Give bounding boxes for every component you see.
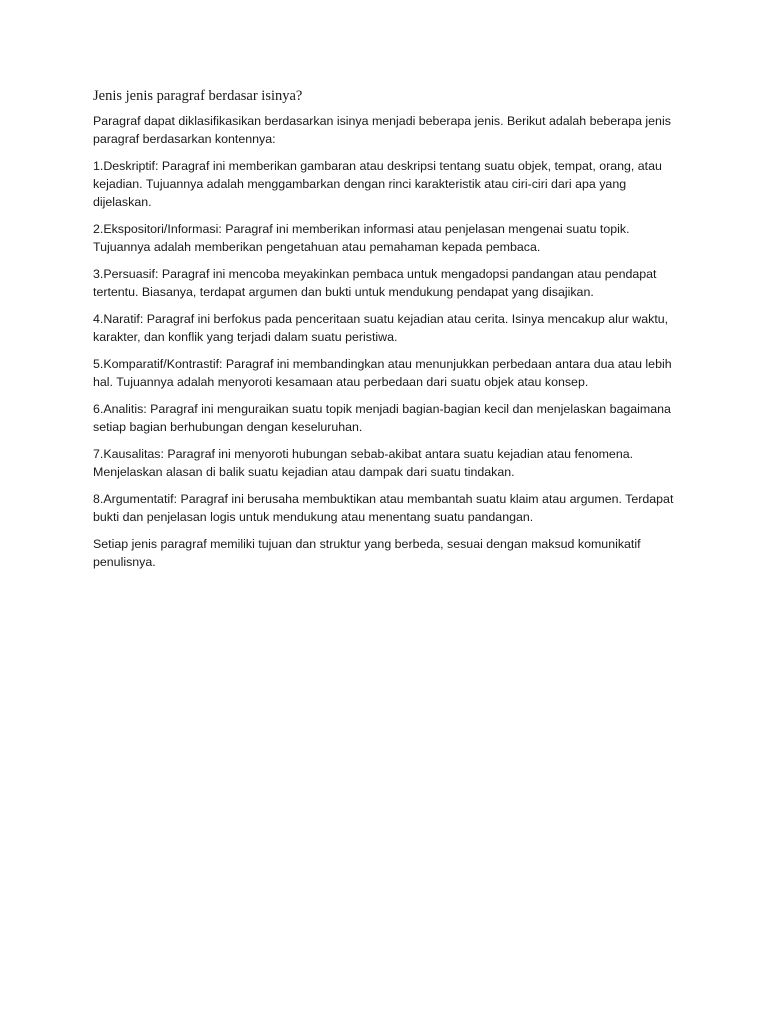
- list-item: 6.Analitis: Paragraf ini menguraikan suatu topik menjadi bagian-bagian kecil dan menjelaskan bagaimana setiap bagian berhubungan dengan keseluruhan.: [93, 402, 671, 434]
- list-item: 2.Ekspositori/Informasi: Paragraf ini memberikan informasi atau penjelasan mengenai suatu topik. Tujuannya adalah memberikan pengetahuan atau pemahaman kepada pembaca.: [93, 222, 630, 254]
- list-item: 1.Deskriptif: Paragraf ini memberikan gambaran atau deskripsi tentang suatu objek, tempat, orang, atau kejadian. Tujuannya adalah menggambarkan dengan rinci karakteristik atau ciri-ciri dari apa yang dijelaskan.: [93, 159, 662, 209]
- list-item: 5.Komparatif/Kontrastif: Paragraf ini membandingkan atau menunjukkan perbedaan antara dua atau lebih hal. Tujuannya adalah menyoroti kesamaan atau perbedaan dari suatu objek atau konsep.: [93, 357, 672, 389]
- document-page: [93, 86, 683, 580]
- closing-paragraph: Setiap jenis paragraf memiliki tujuan dan struktur yang berbeda, sesuai dengan maksud komunikatif penulisnya.: [93, 537, 641, 569]
- document-title: Jenis jenis paragraf berdasar isinya?: [93, 88, 303, 104]
- list-item: 7.Kausalitas: Paragraf ini menyoroti hubungan sebab-akibat antara suatu kejadian atau fenomena. Menjelaskan alasan di balik suatu kejadian atau dampak dari suatu tindakan.: [93, 447, 634, 479]
- list-item: 3.Persuasif: Paragraf ini mencoba meyakinkan pembaca untuk mengadopsi pandangan atau pendapat tertentu. Biasanya, terdapat argumen dan bukti untuk mendukung pendapat yang disajikan.: [93, 267, 657, 299]
- intro-paragraph: Paragraf dapat diklasifikasikan berdasarkan isinya menjadi beberapa jenis. Berikut adalah beberapa jenis paragraf berdasarkan kontennya:: [93, 114, 671, 146]
- list-item: 4.Naratif: Paragraf ini berfokus pada penceritaan suatu kejadian atau cerita. Isinya mencakup alur waktu, karakter, dan konflik yang terjadi dalam suatu peristiwa.: [93, 312, 669, 344]
- list-item: 8.Argumentatif: Paragraf ini berusaha membuktikan atau membantah suatu klaim atau argumen. Terdapat bukti dan penjelasan logis untuk mendukung atau menentang suatu pandangan.: [93, 492, 674, 524]
